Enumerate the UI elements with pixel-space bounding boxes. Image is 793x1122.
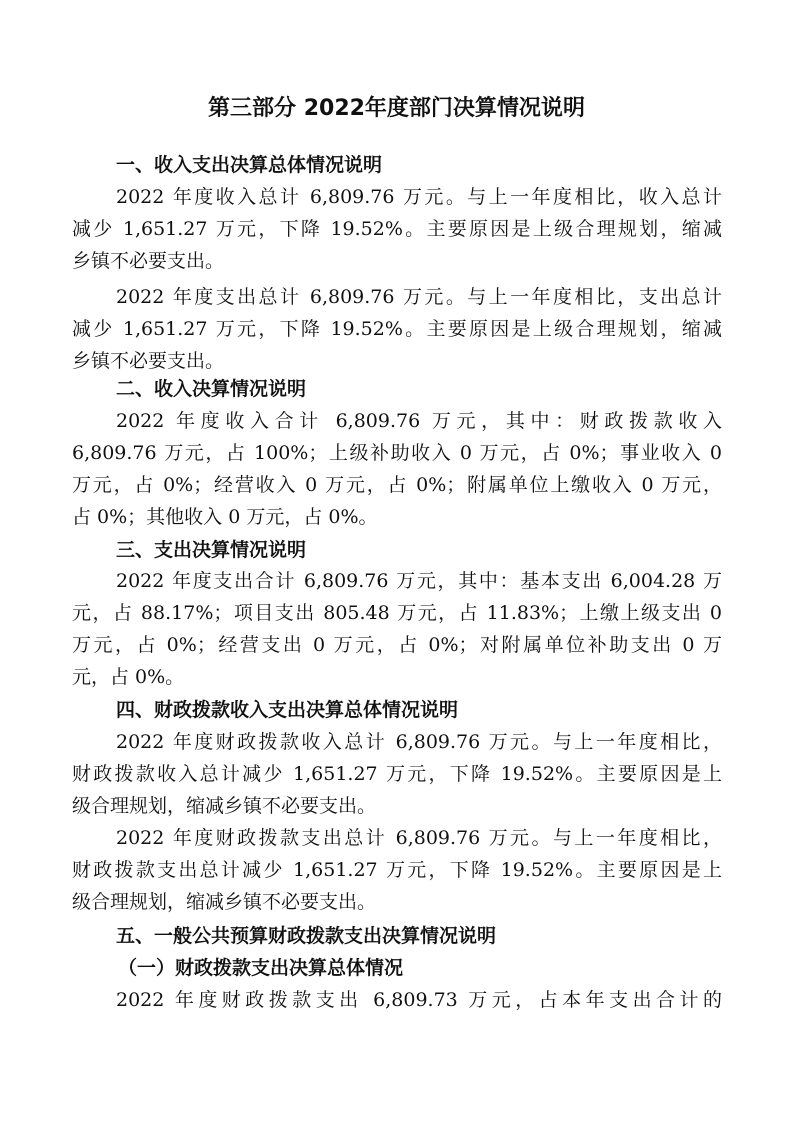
- page-title: 第三部分 2022年度部门决算情况说明: [208, 96, 585, 121]
- section-heading-1: 一、收入支出决算总体情况说明: [116, 154, 383, 176]
- paragraph-line: 占 0%；其他收入 0 万元，占 0%。: [72, 506, 378, 528]
- paragraph-line: 6,809.76 万元，占 100%；上级补助收入 0 万元，占 0%；事业收入 0: [72, 442, 722, 464]
- paragraph-line: 乡镇不必要支出。: [72, 250, 225, 272]
- paragraph-line: 乡镇不必要支出。: [72, 350, 225, 372]
- paragraph-line: 万元，占 0%；经营收入 0 万元，占 0%；附属单位上缴收入 0 万元，: [72, 474, 722, 496]
- paragraph-line: 减少 1,651.27 万元，下降 19.52%。主要原因是上级合理规划，缩减: [72, 318, 722, 340]
- paragraph-line: 元，占 88.17%；项目支出 805.48 万元，占 11.83%；上缴上级支出 0: [72, 602, 722, 624]
- paragraph-line: 2022 年度财政拨款收入总计 6,809.76 万元。与上一年度相比，: [116, 731, 722, 753]
- paragraph-line: 财政拨款收入总计减少 1,651.27 万元，下降 19.52%。主要原因是上: [72, 763, 722, 785]
- paragraph-line: 级合理规划，缩减乡镇不必要支出。: [72, 891, 377, 913]
- section-heading-5: 五、一般公共预算财政拨款支出决算情况说明: [116, 925, 497, 947]
- paragraph-line: 2022 年度收入总计 6,809.76 万元。与上一年度相比，收入总计: [116, 186, 722, 208]
- paragraph-line: 元，占 0%。: [72, 666, 185, 688]
- paragraph-line: 2022 年度财政拨款支出 6,809.73 万元，占本年支出合计的: [116, 989, 722, 1011]
- section-heading-4: 四、财政拨款收入支出决算总体情况说明: [116, 699, 459, 721]
- paragraph-line: 2022 年度财政拨款支出总计 6,809.76 万元。与上一年度相比，: [116, 827, 722, 849]
- paragraph-line: 万元，占 0%；经营支出 0 万元，占 0%；对附属单位补助支出 0 万: [72, 634, 722, 656]
- paragraph-line: 2022 年度收入合计 6,809.76 万元，其中：财政拨款收入: [116, 410, 722, 432]
- paragraph-line: 2022 年度支出总计 6,809.76 万元。与上一年度相比，支出总计: [116, 286, 722, 308]
- paragraph-line: 财政拨款支出总计减少 1,651.27 万元，下降 19.52%。主要原因是上: [72, 859, 722, 881]
- subsection-heading: （一）财政拨款支出决算总体情况: [118, 957, 404, 979]
- paragraph-line: 级合理规划，缩减乡镇不必要支出。: [72, 795, 377, 817]
- section-heading-3: 三、支出决算情况说明: [116, 539, 307, 561]
- paragraph-line: 2022 年度支出合计 6,809.76 万元，其中：基本支出 6,004.28 万: [116, 570, 722, 592]
- paragraph-line: 减少 1,651.27 万元，下降 19.52%。主要原因是上级合理规划，缩减: [72, 218, 722, 240]
- section-heading-2: 二、收入决算情况说明: [116, 378, 307, 400]
